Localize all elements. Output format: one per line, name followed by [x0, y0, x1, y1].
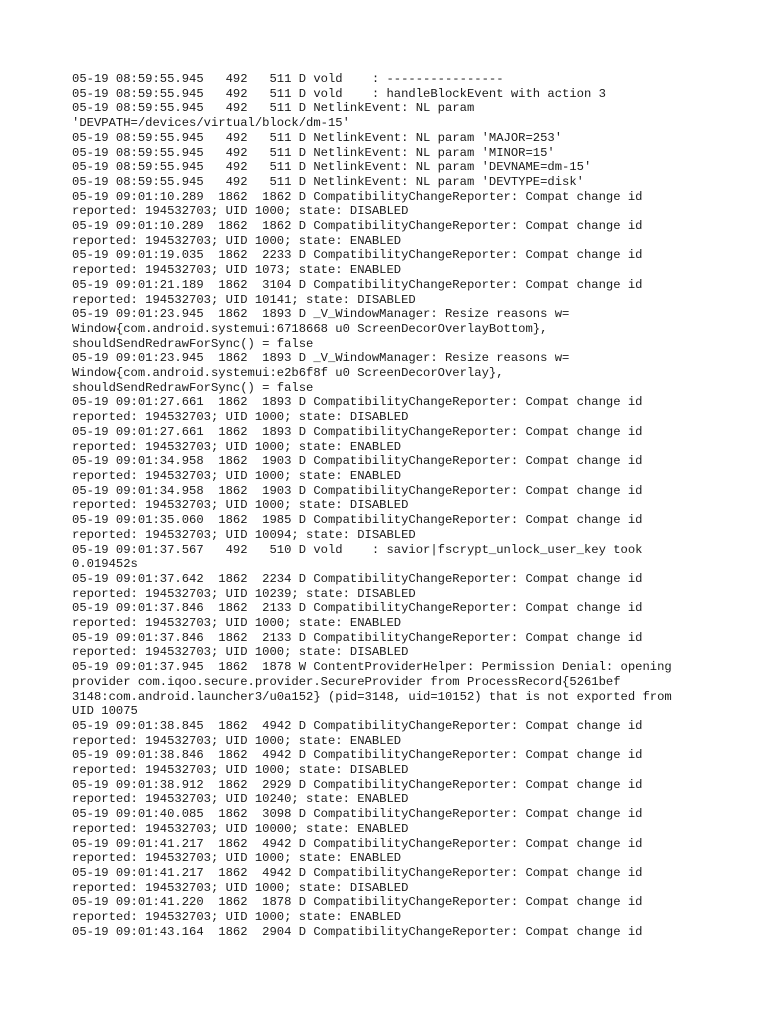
- log-line: 05-19 09:01:37.642 1862 2234 D CompatibilityChangeReporter: Compat change id: [72, 571, 643, 586]
- log-line: 05-19 09:01:10.289 1862 1862 D CompatibilityChangeReporter: Compat change id: [72, 189, 643, 204]
- log-line: reported: 194532703; UID 1000; state: ENABLED: [72, 439, 402, 454]
- log-line: 05-19 09:01:37.945 1862 1878 W ContentProviderHelper: Permission Denial: opening: [72, 660, 672, 675]
- log-line: reported: 194532703; UID 1000; state: DISABLED: [72, 204, 409, 219]
- log-line: reported: 194532703; UID 1000; state: ENABLED: [72, 733, 402, 748]
- log-line: Window{com.android.systemui:6718668 u0 ScreenDecorOverlayBottom},: [72, 321, 548, 336]
- log-line: 05-19 08:59:55.945 492 511 D NetlinkEvent: NL param 'DEVTYPE=disk': [72, 174, 584, 189]
- log-line: reported: 194532703; UID 1000; state: ENABLED: [72, 616, 402, 631]
- log-line: 05-19 09:01:34.958 1862 1903 D CompatibilityChangeReporter: Compat change id: [72, 454, 643, 469]
- log-line: 05-19 09:01:35.060 1862 1985 D CompatibilityChangeReporter: Compat change id: [72, 513, 643, 528]
- log-line: 05-19 09:01:38.912 1862 2929 D CompatibilityChangeReporter: Compat change id: [72, 777, 643, 792]
- log-line: reported: 194532703; UID 1000; state: DISABLED: [72, 498, 409, 513]
- log-line: reported: 194532703; UID 1000; state: ENABLED: [72, 233, 402, 248]
- log-line: 05-19 08:59:55.945 492 511 D vold : ----------------: [72, 72, 504, 86]
- log-line: 05-19 09:01:41.217 1862 4942 D CompatibilityChangeReporter: Compat change id: [72, 865, 643, 880]
- log-line: 05-19 08:59:55.945 492 511 D NetlinkEvent: NL param 'MINOR=15': [72, 145, 555, 160]
- log-line: 05-19 09:01:43.164 1862 2904 D CompatibilityChangeReporter: Compat change id: [72, 924, 643, 939]
- log-line: 05-19 09:01:37.846 1862 2133 D CompatibilityChangeReporter: Compat change id: [72, 601, 643, 616]
- log-line: 05-19 08:59:55.945 492 511 D NetlinkEvent: NL param 'MAJOR=253': [72, 130, 563, 145]
- log-line: reported: 194532703; UID 1000; state: DISABLED: [72, 763, 409, 778]
- log-line: UID 10075: [72, 704, 138, 719]
- log-line: reported: 194532703; UID 10240; state: ENABLED: [72, 792, 409, 807]
- log-line: shouldSendRedrawForSync() = false: [72, 380, 314, 395]
- log-line: 05-19 09:01:27.661 1862 1893 D CompatibilityChangeReporter: Compat change id: [72, 395, 643, 410]
- log-line: reported: 194532703; UID 10000; state: ENABLED: [72, 821, 409, 836]
- log-line: reported: 194532703; UID 10141; state: DISABLED: [72, 292, 416, 307]
- log-line: 0.019452s: [72, 557, 138, 572]
- log-line: Window{com.android.systemui:e2b6f8f u0 ScreenDecorOverlay},: [72, 366, 504, 381]
- log-line: 05-19 09:01:41.217 1862 4942 D CompatibilityChangeReporter: Compat change id: [72, 836, 643, 851]
- log-line: 05-19 08:59:55.945 492 511 D NetlinkEvent: NL param 'DEVNAME=dm-15': [72, 160, 592, 175]
- log-line: 05-19 09:01:27.661 1862 1893 D CompatibilityChangeReporter: Compat change id: [72, 424, 643, 439]
- log-line: reported: 194532703; UID 1000; state: ENABLED: [72, 851, 402, 866]
- log-line: 'DEVPATH=/devices/virtual/block/dm-15': [72, 116, 350, 131]
- log-line: 05-19 09:01:10.289 1862 1862 D CompatibilityChangeReporter: Compat change id: [72, 219, 643, 234]
- log-line: reported: 194532703; UID 1000; state: ENABLED: [72, 468, 402, 483]
- log-line: 05-19 09:01:38.846 1862 4942 D CompatibilityChangeReporter: Compat change id: [72, 748, 643, 763]
- log-line: reported: 194532703; UID 10094; state: DISABLED: [72, 527, 416, 542]
- log-line: 05-19 09:01:23.945 1862 1893 D _V_WindowManager: Resize reasons w=: [72, 307, 570, 322]
- log-line: 05-19 09:01:23.945 1862 1893 D _V_WindowManager: Resize reasons w=: [72, 351, 570, 366]
- log-line: provider com.iqoo.secure.provider.SecureProvider from ProcessRecord{5261bef: [72, 674, 621, 689]
- log-line: 05-19 09:01:40.085 1862 3098 D CompatibilityChangeReporter: Compat change id: [72, 807, 643, 822]
- log-line: 05-19 09:01:41.220 1862 1878 D CompatibilityChangeReporter: Compat change id: [72, 895, 643, 910]
- log-line: reported: 194532703; UID 1000; state: ENABLED: [72, 910, 402, 925]
- log-line: 05-19 09:01:37.846 1862 2133 D CompatibilityChangeReporter: Compat change id: [72, 630, 643, 645]
- log-line: 05-19 08:59:55.945 492 511 D vold : handleBlockEvent with action 3: [72, 86, 606, 101]
- log-line: 05-19 09:01:19.035 1862 2233 D CompatibilityChangeReporter: Compat change id: [72, 248, 643, 263]
- log-line: 3148:com.android.launcher3/u0a152} (pid=3148, uid=10152) that is not exported from: [72, 689, 672, 704]
- log-line: 05-19 09:01:34.958 1862 1903 D CompatibilityChangeReporter: Compat change id: [72, 483, 643, 498]
- log-line: reported: 194532703; UID 1000; state: DISABLED: [72, 880, 409, 895]
- log-line: 05-19 09:01:38.845 1862 4942 D CompatibilityChangeReporter: Compat change id: [72, 718, 643, 733]
- log-line: shouldSendRedrawForSync() = false: [72, 336, 314, 351]
- log-line: 05-19 09:01:21.189 1862 3104 D CompatibilityChangeReporter: Compat change id: [72, 277, 643, 292]
- log-line: reported: 194532703; UID 1000; state: DISABLED: [72, 645, 409, 660]
- log-line: reported: 194532703; UID 1073; state: ENABLED: [72, 263, 402, 278]
- log-line: reported: 194532703; UID 10239; state: DISABLED: [72, 586, 416, 601]
- log-text-body: [72, 72, 712, 939]
- log-line: reported: 194532703; UID 1000; state: DISABLED: [72, 410, 409, 425]
- log-line: 05-19 08:59:55.945 492 511 D NetlinkEvent: NL param: [72, 101, 475, 116]
- log-line: 05-19 09:01:37.567 492 510 D vold : savior|fscrypt_unlock_user_key took: [72, 542, 643, 557]
